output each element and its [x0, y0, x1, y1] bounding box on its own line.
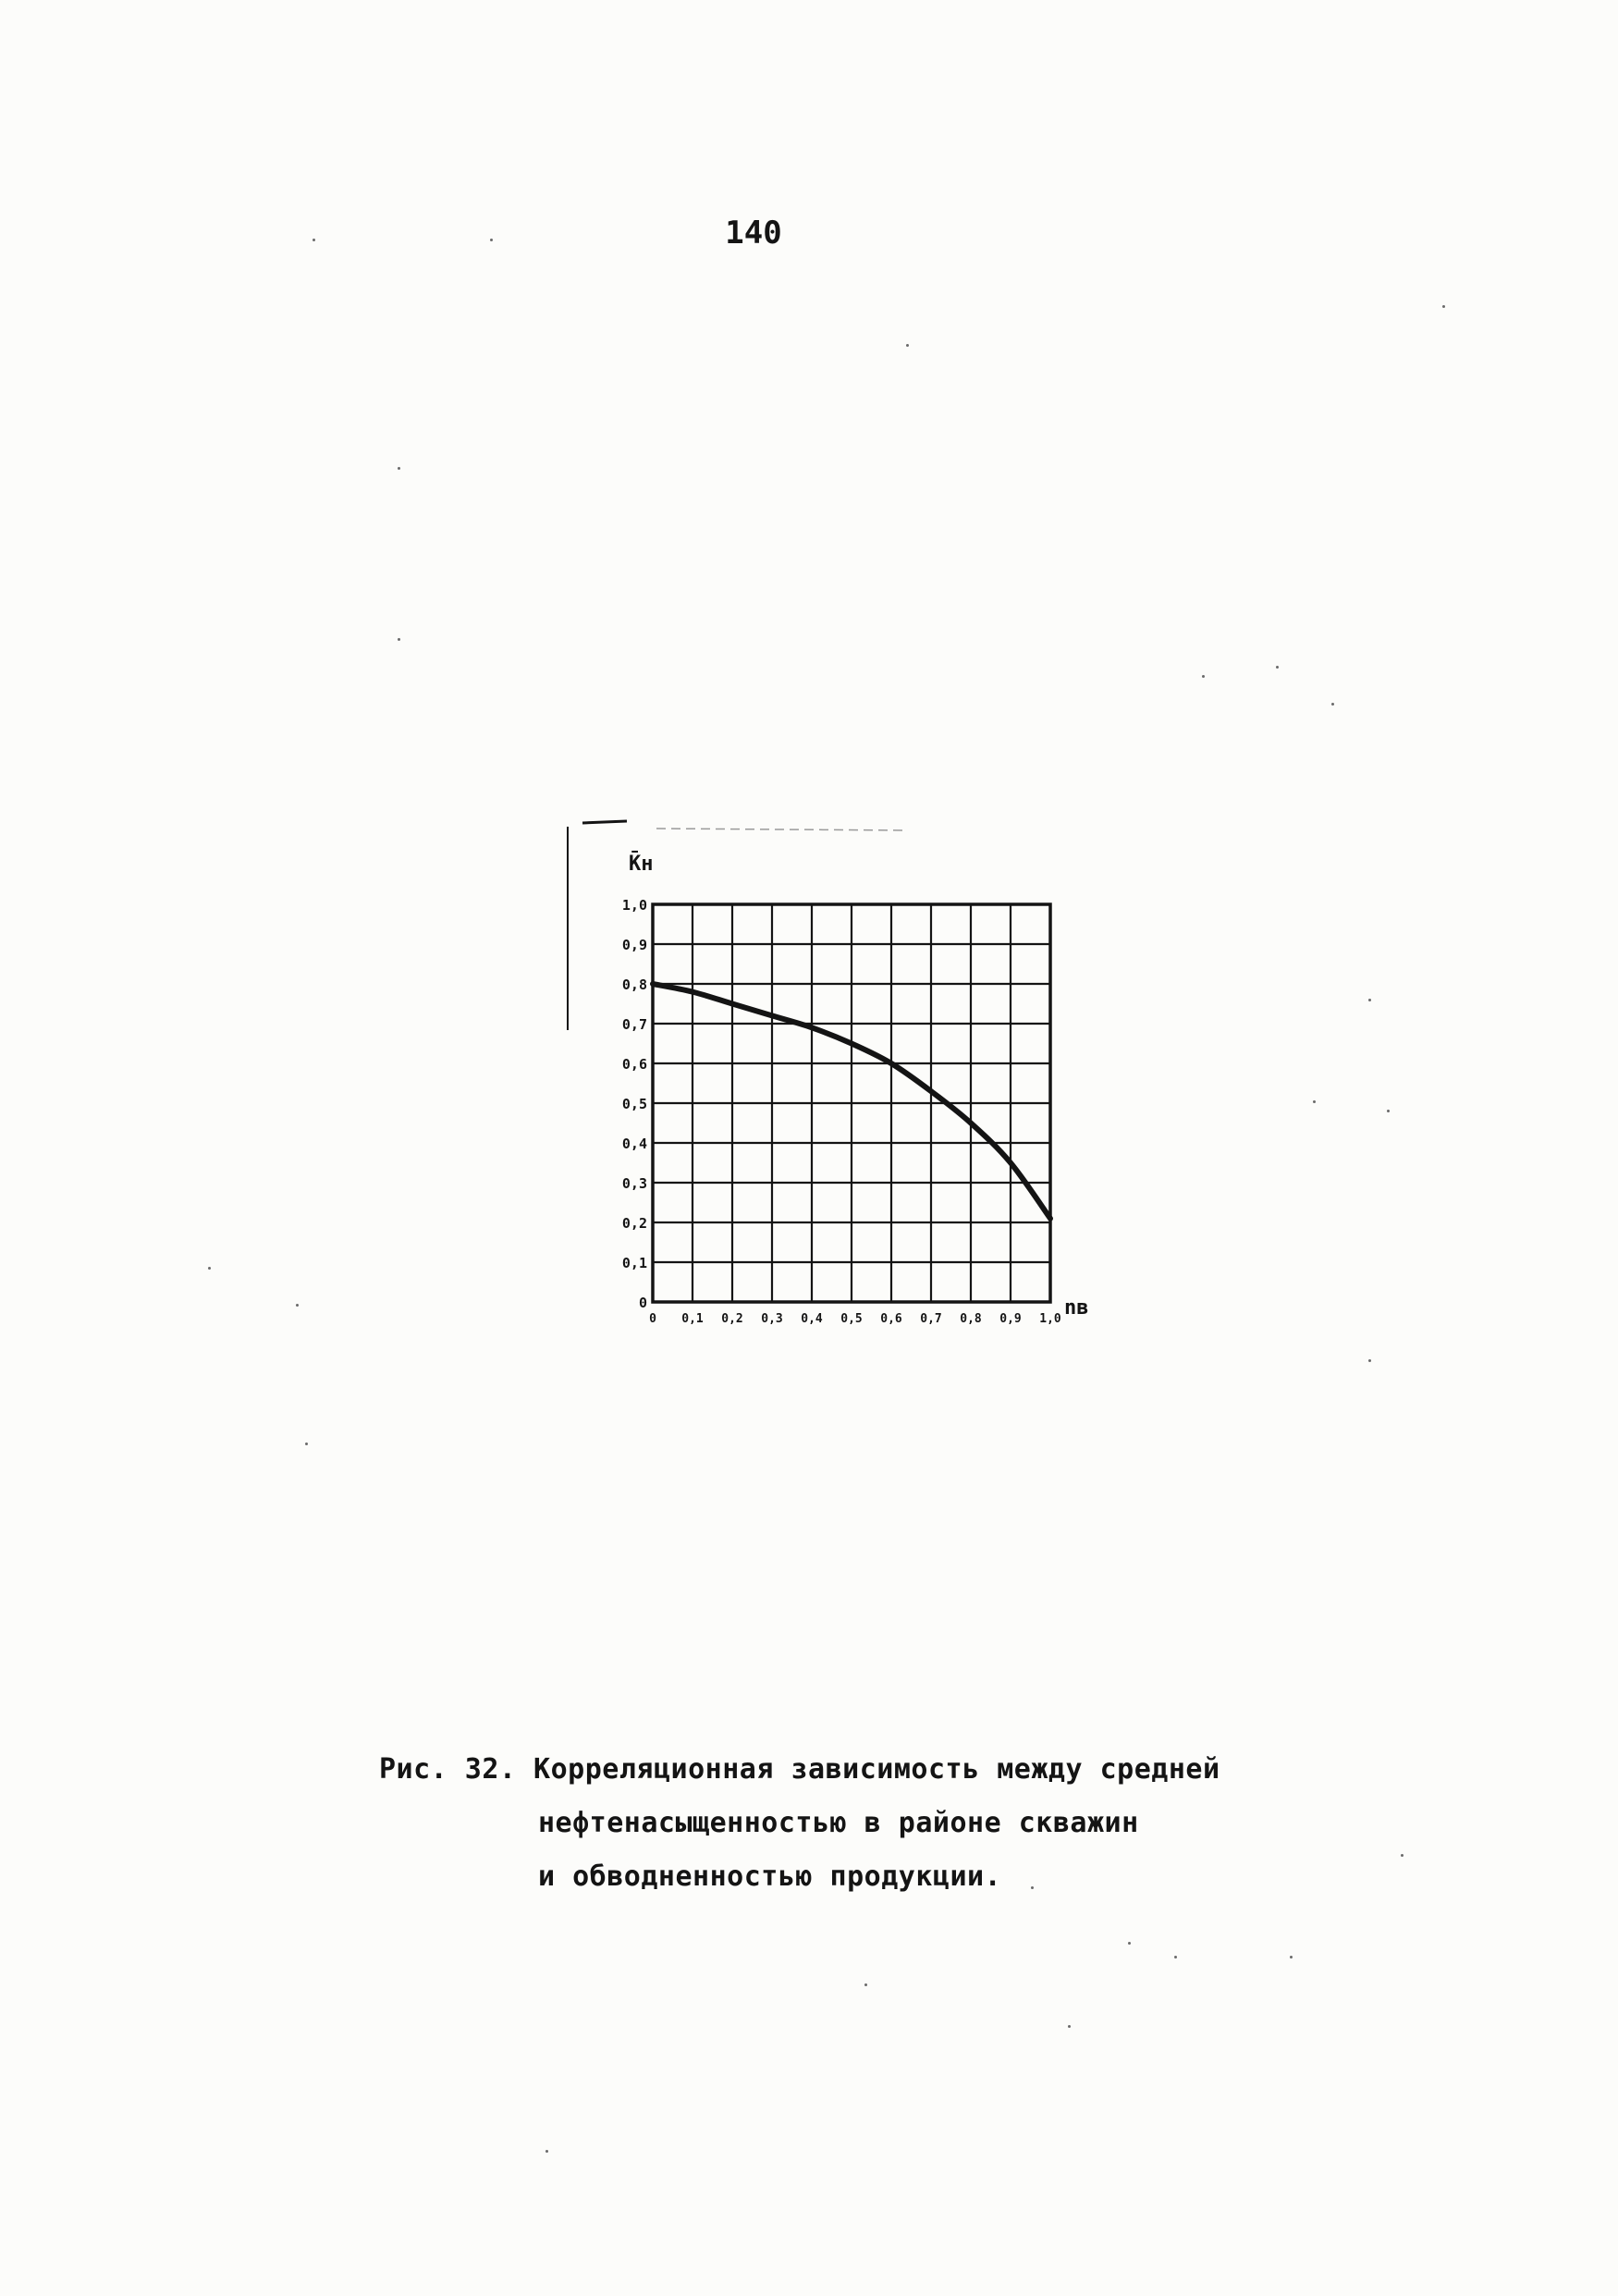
- y-tick-label: 1,0: [621, 897, 647, 914]
- scan-bracket-line: [656, 829, 906, 830]
- scan-speck: [864, 1983, 867, 1986]
- scan-bracket: [568, 821, 906, 1030]
- caption-line-1: Рис. 32. Корреляционная зависимость между средней: [379, 1753, 1220, 1786]
- x-tick-label: 0,4: [801, 1312, 823, 1326]
- y-axis-label: K̄н: [629, 853, 654, 876]
- caption-line-2: нефтенасыщенностью в районе скважин: [538, 1807, 1139, 1839]
- data-point: [889, 1062, 894, 1066]
- data-point: [810, 1025, 815, 1030]
- scan-speck: [545, 2150, 548, 2153]
- x-tick-label: 0,6: [880, 1312, 902, 1326]
- y-tick-label: 0: [638, 1295, 647, 1311]
- x-tick-label: 0,5: [840, 1312, 863, 1326]
- x-axis-label: nв: [1064, 1296, 1089, 1320]
- y-tick-label: 0,2: [621, 1215, 647, 1232]
- y-tick-label: 0,8: [621, 976, 647, 993]
- data-point: [850, 1041, 854, 1046]
- scan-speck: [1368, 1359, 1371, 1362]
- page-number: 140: [725, 215, 782, 252]
- x-tick-label: 0,7: [920, 1312, 942, 1326]
- scan-speck: [490, 239, 493, 241]
- scan-speck: [296, 1304, 299, 1307]
- scan-speck: [1068, 2025, 1071, 2028]
- x-tick-label: 0,8: [960, 1312, 982, 1326]
- data-point: [1009, 1160, 1013, 1165]
- data-point: [969, 1121, 974, 1125]
- scan-speck: [1290, 1956, 1293, 1958]
- data-point: [691, 989, 695, 994]
- figure-chart: [518, 795, 1165, 1354]
- x-tick-label: 0,9: [999, 1312, 1022, 1326]
- scan-speck: [208, 1267, 211, 1270]
- data-point: [1048, 1216, 1053, 1221]
- y-tick-label: 0,3: [621, 1175, 647, 1192]
- data-point: [651, 982, 656, 987]
- x-tick-label: 0: [649, 1312, 656, 1326]
- scan-speck: [313, 239, 315, 241]
- scan-speck: [1174, 1956, 1177, 1958]
- y-tick-label: 0,9: [621, 937, 647, 953]
- y-tick-labels: [622, 897, 647, 1311]
- scan-speck: [1387, 1110, 1390, 1112]
- scan-speck: [1031, 1886, 1034, 1889]
- scan-speck: [305, 1443, 308, 1445]
- x-tick-labels: [649, 1312, 1061, 1326]
- y-tick-label: 0,6: [621, 1056, 647, 1073]
- y-tick-label: 0,5: [621, 1096, 647, 1112]
- chart-grid: [653, 904, 1050, 1302]
- x-tick-label: 1,0: [1039, 1312, 1061, 1326]
- scan-speck: [398, 467, 400, 470]
- data-point: [929, 1089, 934, 1094]
- y-tick-label: 0,7: [621, 1016, 647, 1033]
- scan-speck: [1368, 999, 1371, 1001]
- data-point: [770, 1013, 775, 1018]
- x-tick-label: 0,3: [761, 1312, 783, 1326]
- y-tick-label: 0,4: [621, 1136, 647, 1152]
- scan-speck: [1313, 1100, 1316, 1103]
- x-tick-label: 0,2: [721, 1312, 743, 1326]
- scan-speck: [1276, 666, 1279, 669]
- caption-line-3: и обводненностью продукции.: [538, 1860, 1002, 1893]
- scan-bracket-line: [582, 821, 627, 823]
- scan-speck: [398, 638, 400, 641]
- scan-speck: [906, 344, 909, 347]
- figure-caption: [379, 1743, 1304, 1904]
- correlation-chart: [518, 795, 1165, 1350]
- scan-speck: [1442, 305, 1445, 308]
- y-tick-label: 0,1: [621, 1255, 647, 1271]
- x-tick-label: 0,1: [681, 1312, 704, 1326]
- scan-speck: [1128, 1942, 1131, 1945]
- scan-speck: [1331, 703, 1334, 706]
- data-point: [730, 1001, 735, 1006]
- scan-speck: [1202, 675, 1205, 678]
- scan-speck: [1401, 1854, 1403, 1857]
